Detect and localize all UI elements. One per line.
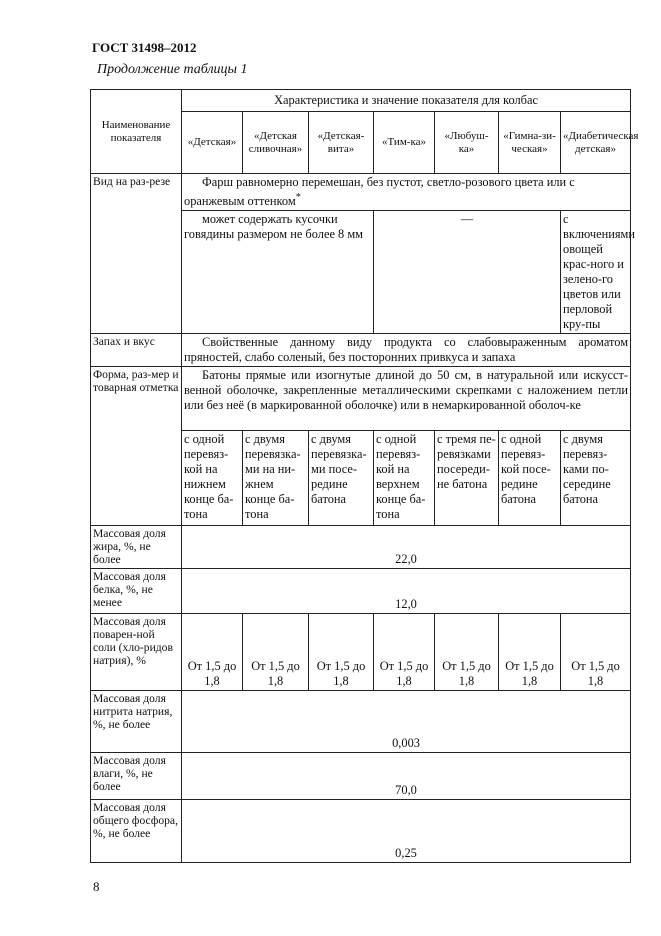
salt-row <box>91 614 631 691</box>
table-header-row <box>91 90 631 112</box>
product-header: «Гимна-зи-ческая» <box>499 112 561 174</box>
salt-value: От 1,5 до 1,8 <box>561 614 631 691</box>
cut-common-text: Фарш равномерно перемешан, без пустот, светло-розового цвета или с оранжевым оттенком <box>184 175 575 209</box>
nitrite-value: 0,003 <box>182 691 631 753</box>
cut-group-a: может содержать кусочки говядины размером не более 8 мм <box>182 211 374 334</box>
product-header: «Диабетическая детская» <box>561 112 631 174</box>
product-header: «Тим-ка» <box>374 112 435 174</box>
row-label-nitrite: Массовая доля нитрита натрия, %, не более <box>91 691 182 753</box>
product-header: «Детская сливочная» <box>243 112 309 174</box>
taste-value: Свойственные данному виду продукта со слабовыраженным ароматом пряностей, слабо соленый, без посторонних привкуса и запаха <box>182 334 631 367</box>
taste-row <box>91 334 631 367</box>
shape-mark: с одной перевяз-кой посе-редине батона <box>499 431 561 526</box>
salt-value: От 1,5 до 1,8 <box>182 614 243 691</box>
protein-row <box>91 569 631 614</box>
shape-mark: с двумя перевязка-ми посе-редине батона <box>309 431 374 526</box>
row-label-moisture: Массовая доля влаги, %, не более <box>91 753 182 800</box>
moisture-value: 70,0 <box>182 753 631 800</box>
salt-value: От 1,5 до 1,8 <box>499 614 561 691</box>
page-number: 8 <box>93 879 100 894</box>
row-label-cut: Вид на раз-резе <box>91 174 182 334</box>
row-label-taste: Запах и вкус <box>91 334 182 367</box>
nitrite-row <box>91 691 631 753</box>
phosphorus-row <box>91 800 631 863</box>
cut-common-description <box>182 174 631 211</box>
table-continuation-caption: Продолжение таблицы 1 <box>97 62 248 77</box>
cut-row <box>91 174 631 211</box>
row-label-phosphorus: Массовая доля общего фосфора, %, не более <box>91 800 182 863</box>
product-header: «Любуш-ка» <box>435 112 499 174</box>
footnote-mark: * <box>295 192 301 203</box>
salt-value: От 1,5 до 1,8 <box>243 614 309 691</box>
phosphorus-value: 0,25 <box>182 800 631 863</box>
shape-mark: с одной перевяз-кой на нижнем конце ба-тона <box>182 431 243 526</box>
product-header: «Детская-вита» <box>309 112 374 174</box>
specification-table <box>90 89 639 863</box>
fat-row <box>91 526 631 569</box>
moisture-row <box>91 753 631 800</box>
fat-value: 22,0 <box>182 526 631 569</box>
salt-value: От 1,5 до 1,8 <box>435 614 499 691</box>
shape-row <box>91 367 631 431</box>
characteristic-group-header: Характеристика и значение показателя для колбас <box>182 90 631 112</box>
row-label-protein: Массовая доля белка, %, не менее <box>91 569 182 614</box>
row-label-shape: Форма, раз-мер и товарная отметка <box>91 367 182 526</box>
protein-value: 12,0 <box>182 569 631 614</box>
row-label-fat: Массовая доля жира, %, не более <box>91 526 182 569</box>
product-header: «Детская» <box>182 112 243 174</box>
salt-value: От 1,5 до 1,8 <box>374 614 435 691</box>
document-code: ГОСТ 31498–2012 <box>92 40 197 55</box>
salt-value: От 1,5 до 1,8 <box>309 614 374 691</box>
indicator-column-header: Наименование показателя <box>91 90 182 174</box>
shape-mark: с одной перевяз-кой на верхнем конце ба-тона <box>374 431 435 526</box>
shape-mark: с двумя перевязка-ми на ни-жнем конце ба-тона <box>243 431 309 526</box>
cut-group-b: — <box>374 211 561 334</box>
shape-mark: с тремя пе-ревязками посереди-не батона <box>435 431 499 526</box>
shape-common-description: Батоны прямые или изогнутые длиной до 50 см, в натуральной или искусст-венной оболочке, закрепленные металлическими скрепками с наложением петли или без неё (в маркированной оболочке) или в немаркированной оболоч-ке <box>182 367 631 431</box>
cut-group-c: с включениями овощей крас-ного и зелено-го цветов или перловой кру-пы <box>561 211 631 334</box>
shape-mark: с двумя перевяз-ками по-середине батона <box>561 431 631 526</box>
row-label-salt: Массовая доля поварен-ной соли (хло-ридов натрия), % <box>91 614 182 691</box>
